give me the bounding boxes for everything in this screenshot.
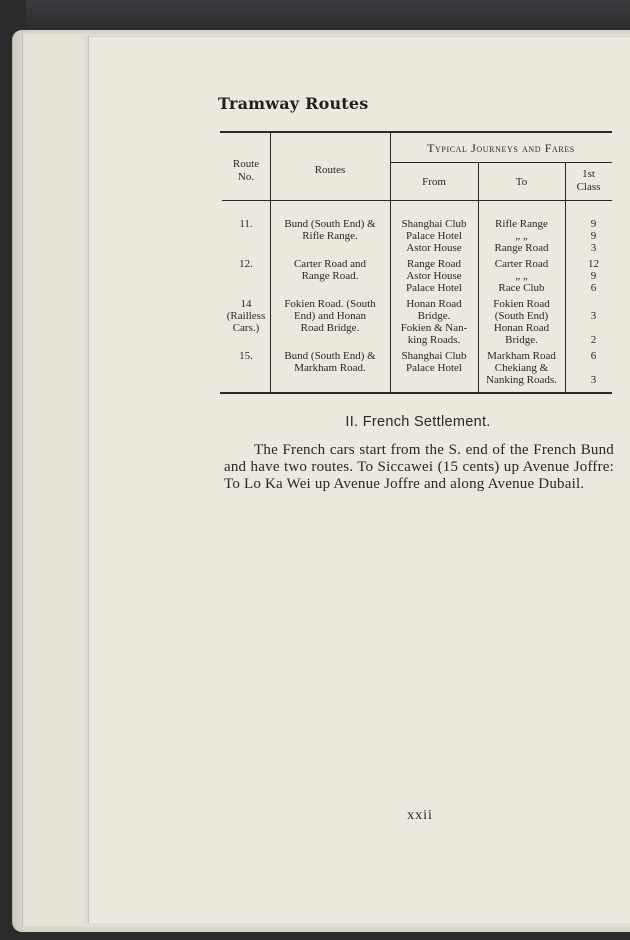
section-heading: II. French Settlement. xyxy=(345,414,491,430)
header-from: From xyxy=(422,176,446,188)
route-number: 12. xyxy=(239,258,253,270)
journey-from: Range Road Astor House Palace Hotel xyxy=(406,258,462,294)
journey-from: Shanghai Club Palace Hotel xyxy=(401,350,467,374)
route-description: Bund (South End) & Markham Road. xyxy=(284,350,376,374)
fare-first-class: 12 9 6 xyxy=(588,258,599,294)
journey-from: Honan Road Bridge. Fokien & Nan- king Roads. xyxy=(400,298,468,346)
header-routes: Routes xyxy=(314,164,346,176)
header-to: To xyxy=(515,176,528,188)
route-description: Fokien Road. (South End) and Honan Road Bridge. xyxy=(284,298,376,334)
header-route-no: Route No. xyxy=(232,158,260,183)
journey-from: Shanghai Club Palace Hotel Astor House xyxy=(401,218,467,254)
table-bottom-rule xyxy=(220,392,612,394)
header-first-class: 1st Class xyxy=(576,168,601,193)
table-top-rule xyxy=(220,131,612,133)
journey-to: Rifle Range „ „ Range Road xyxy=(494,218,549,254)
route-description: Carter Road and Range Road. xyxy=(293,258,367,282)
journey-to: Fokien Road (South End) Honan Road Bridge. xyxy=(493,298,550,346)
route-number: 15. xyxy=(239,350,253,362)
table-group-rule xyxy=(390,162,612,163)
route-number: 14 (Railless Cars.) xyxy=(226,298,266,334)
body-paragraph: The French cars start from the S. end of the French Bund and have two routes. To Siccawei (15 cents) up Avenue Joffre: To Lo Ka Wei up Avenue Joffre and along Avenue Dubail. xyxy=(224,442,614,492)
page-number: xxii xyxy=(407,808,433,823)
route-number: 11. xyxy=(239,218,253,230)
fare-first-class: 3 2 xyxy=(590,310,597,346)
fare-first-class: 9 9 3 xyxy=(590,218,597,254)
fare-first-class: 6 3 xyxy=(590,350,597,386)
journey-to: Markham Road Chekiang & Nanking Roads. xyxy=(486,350,557,386)
journey-to: Carter Road „ „ Race Club xyxy=(494,258,549,294)
route-description: Bund (South End) & Rifle Range. xyxy=(284,218,376,242)
page-heading: Tramway Routes xyxy=(218,94,369,113)
header-typical-journeys: Typical Journeys and Fares xyxy=(427,141,575,155)
table-header-rule xyxy=(222,200,612,201)
